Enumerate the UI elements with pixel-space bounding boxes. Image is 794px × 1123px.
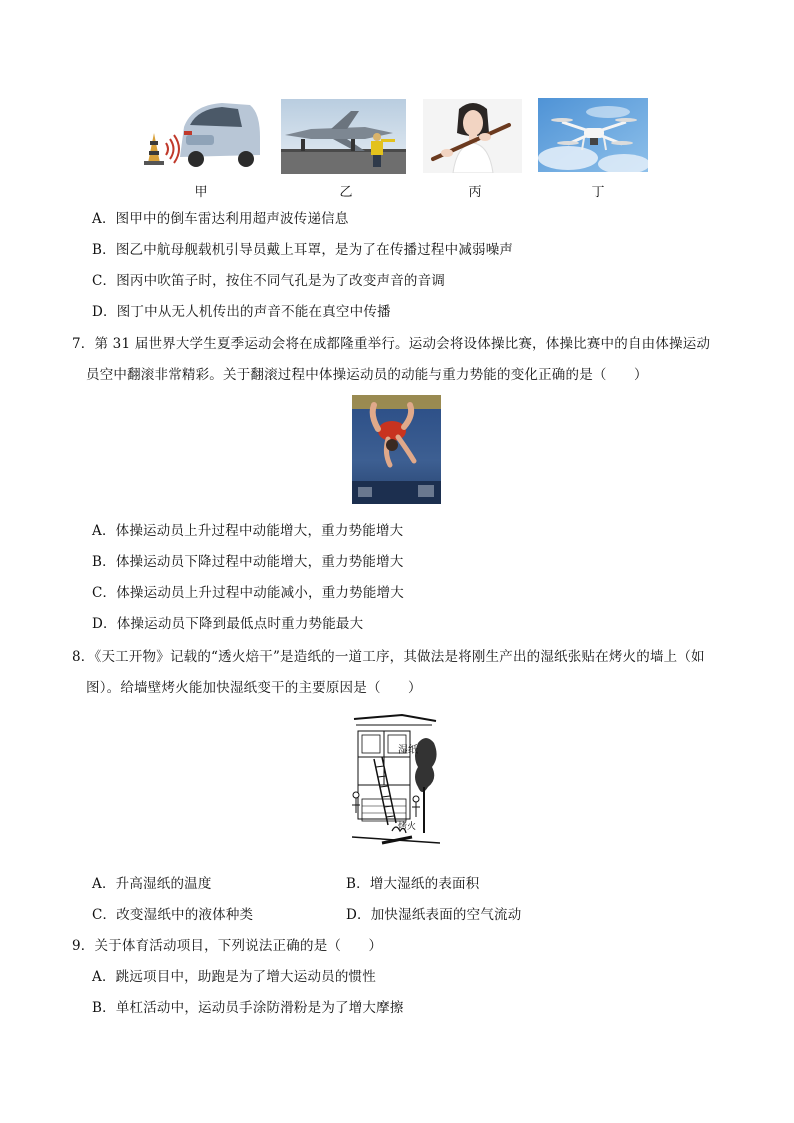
aircraft-carrier-image [281, 99, 406, 174]
q7-option-b: B．体操运动员下降过程中动能增大，重力势能增大 [92, 554, 404, 570]
q8-question-line2: 图）。给墙壁烤火能加快湿纸变干的主要原因是（ ） [86, 680, 422, 696]
q6-option-c: C．图丙中吹笛子时，按住不同气孔是为了改变声音的音调 [92, 273, 446, 289]
q7-question-line2: 员空中翻滚非常精彩。关于翻滚过程中体操运动员的动能与重力势能的变化正确的是（ ） [86, 367, 648, 383]
q8-option-a: A．升高湿纸的温度 [92, 876, 212, 892]
gymnast-image [352, 395, 441, 504]
caption-ding: 丁 [591, 185, 605, 200]
q7-option-c: C．体操运动员上升过程中动能减小，重力势能增大 [92, 585, 404, 601]
q7-question-line1: 7．第 31 届世界大学生夏季运动会将在成都隆重举行。运动会将设体操比赛，体操比赛中的自由体操运动 [72, 336, 711, 352]
q7-option-a: A．体操运动员上升过程中动能增大，重力势能增大 [92, 523, 404, 539]
q6-option-d: D．图丁中从无人机传出的声音不能在真空中传播 [92, 304, 391, 320]
flute-player-image [423, 99, 522, 173]
q8-option-b: B．增大湿纸的表面积 [346, 876, 480, 892]
paper-drying-illustration [352, 713, 440, 850]
caption-yi: 乙 [339, 185, 353, 200]
car-radar-image [138, 97, 262, 169]
q9-option-b: B．单杠活动中，运动员手涂防滑粉是为了增大摩擦 [92, 1000, 404, 1016]
q6-option-b: B．图乙中航母舰载机引导员戴上耳罩，是为了在传播过程中减弱噪声 [92, 242, 514, 258]
q8-option-c: C．改变湿纸中的液体种类 [92, 907, 254, 923]
drone-image [538, 98, 648, 172]
q8-question-line1: 8．《天工开物》记载的“透火焙干”是造纸的一道工序，其做法是将刚生产出的湿纸张贴在烤火的墙上（如 [72, 649, 705, 665]
q8-option-d: D．加快湿纸表面的空气流动 [346, 907, 522, 923]
q6-option-a: A．图甲中的倒车雷达利用超声波传递信息 [92, 211, 349, 227]
label-wet-paper: 湿纸 [398, 745, 418, 756]
caption-bing: 丙 [468, 185, 482, 200]
q9-question-line1: 9．关于体育活动项目，下列说法正确的是（ ） [72, 938, 383, 954]
q7-option-d: D．体操运动员下降到最低点时重力势能最大 [92, 616, 364, 632]
label-fire: 烤火 [398, 822, 417, 832]
q9-option-a: A．跳远项目中，助跑是为了增大运动员的惯性 [92, 969, 376, 985]
caption-jia: 甲 [194, 185, 208, 200]
